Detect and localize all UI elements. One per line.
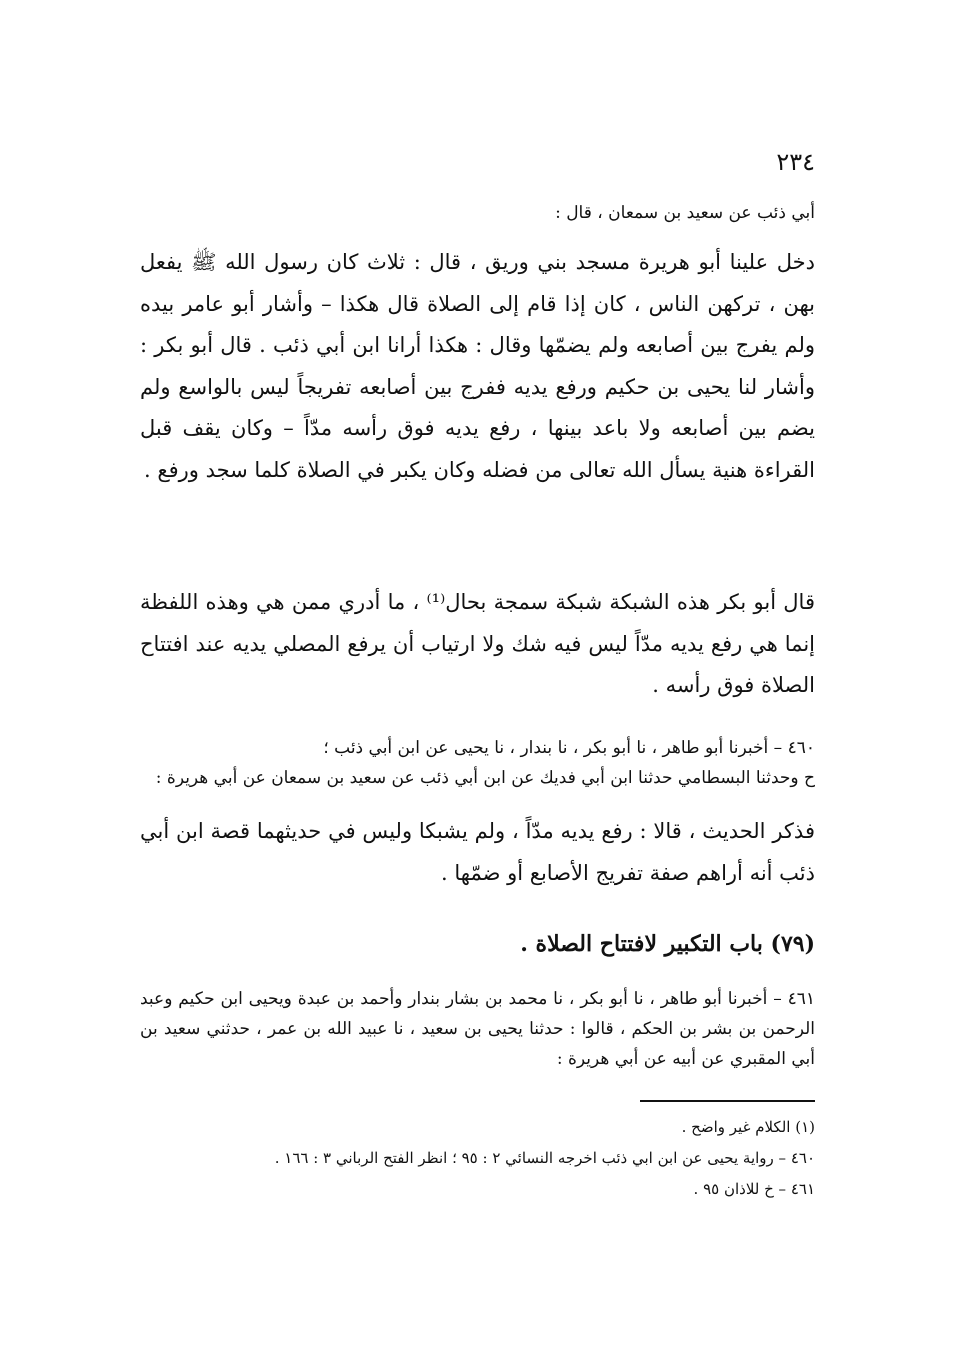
paragraph-1: دخل علينا أبو هريرة مسجد بني وريق ، قال : ثلاث كان رسول الله ﷺ يفعل بهن ، تركهن الناس ، كان إذا قام إلى الصلاة قال هكذا – وأشار أبو عامر بيده ولم يفرج بين أصابعه ولم يضمّها وقال : هكذا أرانا ابن أبي ذئب . قال أبو بكر : وأشار لنا يحيى بن حكيم ورفع يديه ففرج بين أصابعه تفريجاً ليس بالواسع ولم يضم بين أصابعه ولا باعد بينها ، رفع يديه فوق رأسه مدّاً – وكان يقف قبل القراءة هنية يسأل الله تعالى من فضله وكان يكبر في الصلاة كلما سجد ورفع . — [140, 250, 815, 482]
paragraph-2: قال أبو بكر هذه الشبكة شبكة سمجة بحال⁽¹⁾ ، ما أدري ممن هي وهذه اللفظة إنما هي رفع يديه مدّاً ليس فيه شك ولا ارتياب أن يرفع المصلي يديه عند افتتاح الصلاة فوق رأسه . — [140, 590, 815, 697]
intro-line: أبي ذئب عن سعيد بن سمعان ، قال : — [555, 203, 815, 223]
footnote-460: ٤٦٠ – رواية يحيى عن ابن ابي ذئب اخرجه النسائي ٢ : ٩٥ ؛ انظر الفتح الرباني ٣ : ١٦٦ . — [274, 1149, 815, 1167]
footnote-separator — [640, 1100, 815, 1102]
hadith-460-block — [140, 733, 815, 793]
main-text — [140, 198, 815, 228]
footnote-1: (١) الكلام غير واضح . — [681, 1118, 815, 1136]
footnotes — [140, 1112, 815, 1205]
hadith-460-line-2: ح وحدثنا البسطامي حدثنا ابن أبي فديك عن ابن أبي ذئب عن سعيد بن سمعان عن أبي هريرة : — [155, 768, 815, 788]
paragraph-1-block — [140, 242, 815, 491]
footnote-461: ٤٦١ – خ للاذان ٩٥ . — [693, 1180, 815, 1198]
hadith-460-line-1: ٤٦٠ – أخبرنا أبو طاهر ، نا أبو بكر ، نا بندار ، نا يحيى عن ابن أبي ذئب ؛ — [323, 738, 815, 758]
page-number: ٢٣٤ — [776, 148, 815, 176]
hadith-461-block — [140, 984, 815, 1074]
paragraph-3-block — [140, 811, 815, 894]
paragraph-2-block — [140, 582, 815, 707]
hadith-461: ٤٦١ – أخبرنا أبو طاهر ، نا أبو بكر ، نا محمد بن بشار بندار وأحمد بن عبدة ويحيى ابن حكيم وعبد الرحمن بن بشر بن الحكم ، قالوا : حدثنا يحيى بن سعيد ، نا عبيد الله بن عمر ، حدثني سعيد بن أبي المقبري عن أبيه عن أبي هريرة : — [140, 989, 815, 1069]
paragraph-3: فذكر الحديث ، قالا : رفع يديه مدّاً ، ولم يشبكا وليس في حديثهما قصة ابن أبي ذئب أنه أراهم صفة تفريج الأصابع أو ضمّها . — [140, 819, 815, 885]
chapter-heading: (٧٩) باب التكبير لافتتاح الصلاة . — [520, 931, 815, 957]
chapter-heading-block — [140, 924, 815, 964]
